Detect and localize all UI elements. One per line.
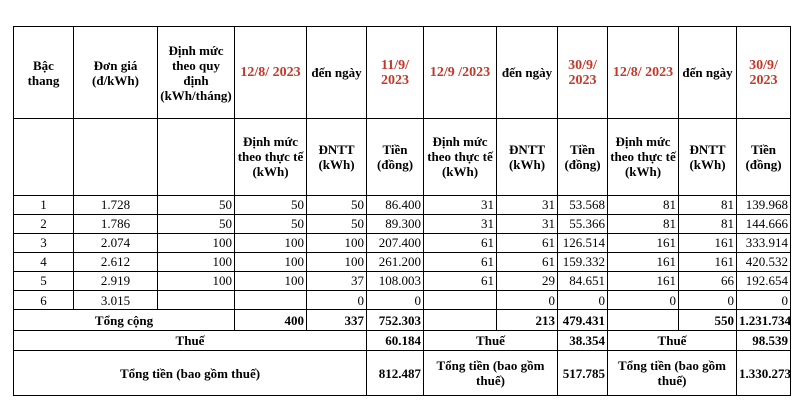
cell-p1-dntt: 0 <box>307 290 367 309</box>
grand-total-p1: 812.487 <box>367 351 424 396</box>
header-row-1 <box>14 27 791 119</box>
total-p3-tien: 1.231.734 <box>737 310 791 331</box>
cell-p2-dntt: 31 <box>497 214 558 233</box>
cell-p2-dntt: 61 <box>497 233 558 252</box>
cell-p3-dntt: 81 <box>679 214 737 233</box>
cell-p1-dinh-muc: 50 <box>235 195 307 214</box>
cell-p3-dntt: 161 <box>679 233 737 252</box>
cell-don-gia: 3.015 <box>74 290 158 309</box>
cell-p3-dinh-muc: 0 <box>608 290 679 309</box>
cell-p3-dntt: 66 <box>679 271 737 290</box>
cell-don-gia: 1.786 <box>74 214 158 233</box>
table-row <box>14 233 791 252</box>
total-row <box>14 310 791 331</box>
table-row <box>14 214 791 233</box>
period1-to-date: 11/9/ 2023 <box>367 27 424 119</box>
cell-bac: 2 <box>14 214 74 233</box>
cell-p1-dinh-muc: 100 <box>235 233 307 252</box>
period2-dntt-header: ĐNTT (kWh) <box>497 119 558 195</box>
cell-don-gia: 2.074 <box>74 233 158 252</box>
table-row <box>14 195 791 214</box>
tong-tien-label-p2: Tổng tiền (bao gồm thuế) <box>424 351 558 396</box>
cell-p2-tien: 159.332 <box>558 252 608 271</box>
cell-p2-dinh-muc: 31 <box>424 214 497 233</box>
cell-p3-dntt: 81 <box>679 195 737 214</box>
tax-p2: 38.354 <box>558 331 608 351</box>
period1-dinh-muc-header: Định mức theo thực tế (kWh) <box>235 119 307 195</box>
period2-to-date: 30/9/ 2023 <box>558 27 608 119</box>
tong-tien-label-p1: Tổng tiền (bao gồm thuế) <box>14 351 367 396</box>
cell-p1-tien: 108.003 <box>367 271 424 290</box>
period1-tien-header: Tiền (đồng) <box>367 119 424 195</box>
tong-cong-label: Tổng cộng <box>14 310 235 331</box>
grand-total-row <box>14 351 791 396</box>
grand-total-p2: 517.785 <box>558 351 608 396</box>
cell-p2-dntt: 31 <box>497 195 558 214</box>
cell-p3-dntt: 161 <box>679 252 737 271</box>
cell-p3-tien: 0 <box>737 290 791 309</box>
cell-p2-dntt: 29 <box>497 271 558 290</box>
total-p2-dntt: 213 <box>497 310 558 331</box>
period2-from-date: 12/9 /2023 <box>424 27 497 119</box>
period3-tien-header: Tiền (đồng) <box>737 119 791 195</box>
period2-den-ngay: đến ngày <box>497 27 558 119</box>
header-empty <box>158 119 235 195</box>
header-empty <box>14 119 74 195</box>
cell-bac: 4 <box>14 252 74 271</box>
cell-p1-tien: 0 <box>367 290 424 309</box>
cell-dinh-muc-quy-dinh: 100 <box>158 233 235 252</box>
cell-bac: 1 <box>14 195 74 214</box>
cell-p3-dinh-muc: 81 <box>608 214 679 233</box>
cell-p1-dinh-muc <box>235 290 307 309</box>
cell-p3-dinh-muc: 161 <box>608 233 679 252</box>
cell-p2-tien: 55.366 <box>558 214 608 233</box>
tax-p3: 98.539 <box>737 331 791 351</box>
electricity-bill-table <box>13 26 791 396</box>
cell-p2-tien: 0 <box>558 290 608 309</box>
cell-p1-dntt: 37 <box>307 271 367 290</box>
cell-p2-dinh-muc: 31 <box>424 195 497 214</box>
header-row-2 <box>14 119 791 195</box>
cell-p1-tien: 89.300 <box>367 214 424 233</box>
total-p1-dntt: 337 <box>307 310 367 331</box>
cell-p2-dntt: 61 <box>497 252 558 271</box>
cell-bac: 5 <box>14 271 74 290</box>
cell-p3-dntt: 0 <box>679 290 737 309</box>
total-p2-dinh-muc <box>424 310 497 331</box>
cell-p2-dinh-muc: 61 <box>424 252 497 271</box>
period2-dinh-muc-header: Định mức theo thực tế (kWh) <box>424 119 497 195</box>
cell-bac: 3 <box>14 233 74 252</box>
cell-p1-dinh-muc: 50 <box>235 214 307 233</box>
period1-from-date: 12/8/ 2023 <box>235 27 307 119</box>
cell-p1-dntt: 100 <box>307 233 367 252</box>
total-p3-dntt: 550 <box>679 310 737 331</box>
thue-label-p3: Thuế <box>608 331 737 351</box>
cell-p2-dinh-muc: 61 <box>424 233 497 252</box>
grand-total-p3: 1.330.273 <box>737 351 791 396</box>
cell-p3-tien: 144.666 <box>737 214 791 233</box>
period3-from-date: 12/8/ 2023 <box>608 27 679 119</box>
cell-don-gia: 2.612 <box>74 252 158 271</box>
cell-p3-tien: 333.914 <box>737 233 791 252</box>
cell-p3-dinh-muc: 161 <box>608 252 679 271</box>
table-row <box>14 290 791 309</box>
cell-p1-dinh-muc: 100 <box>235 252 307 271</box>
period1-dntt-header: ĐNTT (kWh) <box>307 119 367 195</box>
cell-p1-tien: 207.400 <box>367 233 424 252</box>
thue-label-p1: Thuế <box>14 331 367 351</box>
cell-p2-dinh-muc <box>424 290 497 309</box>
cell-p3-tien: 139.968 <box>737 195 791 214</box>
cell-don-gia: 1.728 <box>74 195 158 214</box>
period3-dntt-header: ĐNTT (kWh) <box>679 119 737 195</box>
period3-to-date: 30/9/ 2023 <box>737 27 791 119</box>
cell-p1-dntt: 100 <box>307 252 367 271</box>
period1-den-ngay: đến ngày <box>307 27 367 119</box>
cell-p3-dinh-muc: 81 <box>608 195 679 214</box>
cell-dinh-muc-quy-dinh: 50 <box>158 214 235 233</box>
cell-dinh-muc-quy-dinh: 100 <box>158 252 235 271</box>
period2-tien-header: Tiền (đồng) <box>558 119 608 195</box>
header-dinh-muc-quy-dinh: Định mức theo quy định (kWh/tháng) <box>158 27 235 119</box>
cell-dinh-muc-quy-dinh <box>158 290 235 309</box>
cell-p1-tien: 261.200 <box>367 252 424 271</box>
tong-tien-label-p3: Tổng tiền (bao gồm thuế) <box>608 351 737 396</box>
tax-row <box>14 331 791 351</box>
thue-label-p2: Thuế <box>424 331 558 351</box>
cell-p3-dinh-muc: 161 <box>608 271 679 290</box>
cell-p2-dntt: 0 <box>497 290 558 309</box>
table-row <box>14 252 791 271</box>
cell-bac: 6 <box>14 290 74 309</box>
cell-p1-dinh-muc: 100 <box>235 271 307 290</box>
cell-dinh-muc-quy-dinh: 100 <box>158 271 235 290</box>
cell-p2-tien: 126.514 <box>558 233 608 252</box>
header-bac-thang: Bậc thang <box>14 27 74 119</box>
cell-don-gia: 2.919 <box>74 271 158 290</box>
cell-p2-dinh-muc: 61 <box>424 271 497 290</box>
cell-dinh-muc-quy-dinh: 50 <box>158 195 235 214</box>
cell-p2-tien: 53.568 <box>558 195 608 214</box>
tax-p1: 60.184 <box>367 331 424 351</box>
table-row <box>14 271 791 290</box>
cell-p1-dntt: 50 <box>307 195 367 214</box>
total-p1-dinh-muc: 400 <box>235 310 307 331</box>
cell-p1-tien: 86.400 <box>367 195 424 214</box>
cell-p3-tien: 192.654 <box>737 271 791 290</box>
period3-dinh-muc-header: Định mức theo thực tế (kWh) <box>608 119 679 195</box>
period3-den-ngay: đến ngày <box>679 27 737 119</box>
cell-p3-tien: 420.532 <box>737 252 791 271</box>
header-empty <box>74 119 158 195</box>
total-p3-dinh-muc <box>608 310 679 331</box>
cell-p2-tien: 84.651 <box>558 271 608 290</box>
header-don-gia: Đơn giá (đ/kWh) <box>74 27 158 119</box>
cell-p1-dntt: 50 <box>307 214 367 233</box>
total-p1-tien: 752.303 <box>367 310 424 331</box>
total-p2-tien: 479.431 <box>558 310 608 331</box>
